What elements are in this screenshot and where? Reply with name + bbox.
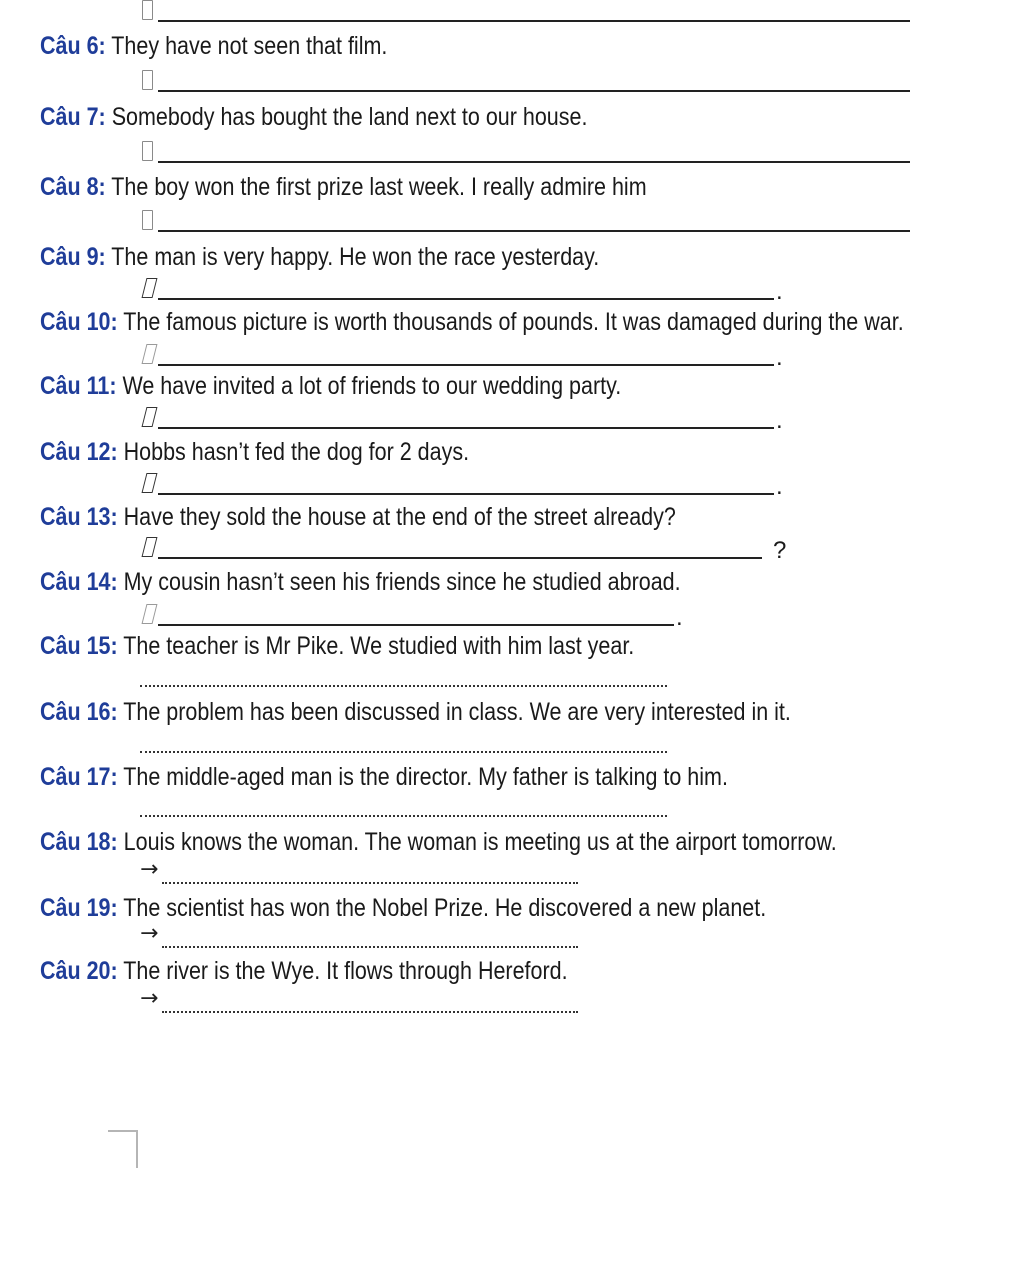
answer-line-12[interactable] [140,473,800,500]
question-text: The middle-aged man is the director. My father is talking to him. [123,763,728,791]
answer-mark-icon [142,407,158,427]
question-11 [40,371,621,401]
end-question-mark: ? [773,537,787,564]
question-9 [40,242,599,272]
question-text: The man is very happy. He won the race yesterday. [111,243,600,271]
answer-mark-icon [142,344,158,364]
question-label: Câu 12: [40,438,118,466]
question-text: Hobbs hasn’t fed the dog for 2 days. [123,438,470,466]
answer-line-6[interactable] [140,70,915,94]
arrow-right-icon: → [140,921,159,946]
question-label: Câu 19: [40,894,118,922]
question-label: Câu 13: [40,503,118,531]
answer-line-9[interactable] [140,278,800,305]
question-label: Câu 16: [40,698,118,726]
end-period: . [776,407,783,434]
answer-line-5[interactable] [140,0,915,24]
question-6 [40,31,387,61]
answer-line-13[interactable] [140,537,800,564]
question-7 [40,102,587,132]
page-corner-mark [108,1130,138,1168]
question-label: Câu 10: [40,308,118,336]
question-text: They have not seen that film. [111,32,388,60]
question-20 [40,956,568,986]
answer-line-19[interactable] [140,921,590,950]
answer-mark-icon [142,604,158,624]
arrow-right-icon: → [140,986,159,1011]
end-period: . [776,473,783,500]
question-label: Câu 6: [40,32,106,60]
answer-line-8[interactable] [140,210,915,234]
question-label: Câu 8: [40,173,106,201]
question-label: Câu 14: [40,568,118,596]
question-text: The scientist has won the Nobel Prize. He discovered a new planet. [123,894,767,922]
answer-line-7[interactable] [140,141,915,165]
arrow-right-icon: → [140,857,159,882]
answer-line-14[interactable] [140,604,700,631]
answer-box-icon [142,141,153,161]
question-19 [40,893,766,923]
question-text: The famous picture is worth thousands of pounds. It was damaged during the war. [123,308,904,336]
answer-mark-icon [142,537,158,557]
question-14 [40,567,681,597]
question-text: The problem has been discussed in class. We are very interested in it. [123,698,791,726]
question-label: Câu 20: [40,957,118,985]
question-label: Câu 17: [40,763,118,791]
question-text: Have they sold the house at the end of the street already? [123,503,676,531]
question-text: The teacher is Mr Pike. We studied with him last year. [123,632,635,660]
question-text: The boy won the first prize last week. I really admire him [111,173,647,201]
question-text: The river is the Wye. It flows through Hereford. [123,957,568,985]
question-text: We have invited a lot of friends to our wedding party. [122,372,622,400]
question-18 [40,827,837,857]
question-label: Câu 9: [40,243,106,271]
answer-line-15[interactable] [140,665,680,689]
answer-line-16[interactable] [140,731,680,755]
answer-mark-icon [142,473,158,493]
question-text: My cousin hasn’t seen his friends since he studied abroad. [123,568,681,596]
end-period: . [676,604,683,631]
answer-line-20[interactable] [140,986,590,1015]
question-label: Câu 7: [40,103,106,131]
answer-line-18[interactable] [140,857,590,886]
answer-mark-icon [142,278,158,298]
end-period: . [776,278,783,305]
question-16 [40,697,791,727]
question-15 [40,631,634,661]
question-label: Câu 15: [40,632,118,660]
question-10 [40,307,904,337]
answer-line-11[interactable] [140,407,800,434]
question-text: Louis knows the woman. The woman is meeting us at the airport tomorrow. [123,828,837,856]
answer-line-10[interactable] [140,344,800,371]
question-text: Somebody has bought the land next to our house. [111,103,588,131]
question-label: Câu 18: [40,828,118,856]
answer-box-icon [142,210,153,230]
question-8 [40,172,647,202]
question-label: Câu 11: [40,372,117,400]
answer-line-17[interactable] [140,795,680,819]
answer-box-icon [142,70,153,90]
end-period: . [776,344,783,371]
answer-box-icon [142,0,153,20]
question-12 [40,437,469,467]
question-17 [40,762,728,792]
question-13 [40,502,676,532]
